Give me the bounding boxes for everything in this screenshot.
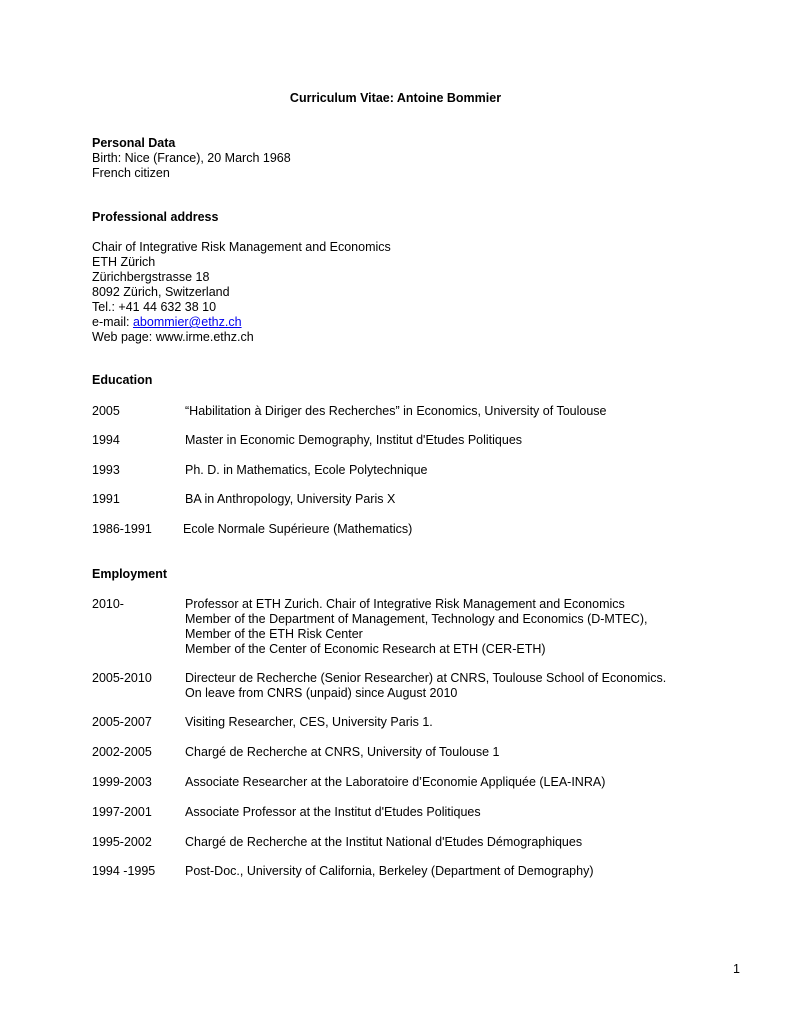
address-line: Zürichbergstrasse 18 bbox=[92, 270, 210, 284]
employment-line: Chargé de Recherche at the Institut National d'Etudes Démographiques bbox=[185, 835, 583, 849]
employment-line: Member of the Department of Management, Technology and Economics (D-MTEC), bbox=[185, 612, 648, 626]
birth-line: Birth: Nice (France), 20 March 1968 bbox=[92, 151, 291, 165]
education-text: BA in Anthropology, University Paris X bbox=[185, 492, 396, 506]
email-line bbox=[92, 315, 391, 330]
employment-year: 1999-2003 bbox=[92, 775, 152, 789]
education-year: 1986-1991 bbox=[92, 522, 152, 536]
employment-line: Member of the Center of Economic Research at ETH (CER-ETH) bbox=[185, 642, 546, 656]
employment-line: Associate Professor at the Institut d'Etudes Politiques bbox=[185, 805, 481, 819]
employment-year: 1995-2002 bbox=[92, 835, 152, 849]
employment-year: 2002-2005 bbox=[92, 745, 152, 759]
employment-line: Associate Researcher at the Laboratoire d’Economie Appliquée (LEA-INRA) bbox=[185, 775, 606, 789]
education-text: Ph. D. in Mathematics, Ecole Polytechnique bbox=[185, 463, 428, 477]
phone-line: Tel.: +41 44 632 38 10 bbox=[92, 300, 217, 314]
education-text: Master in Economic Demography, Institut d'Etudes Politiques bbox=[185, 433, 523, 447]
employment-line: Chargé de Recherche at CNRS, University of Toulouse 1 bbox=[185, 745, 500, 759]
education-year: 1993 bbox=[92, 463, 120, 477]
education-text: “Habilitation à Diriger des Recherches” in Economics, University of Toulouse bbox=[185, 404, 607, 418]
employment-line: Visiting Researcher, CES, University Paris 1. bbox=[185, 715, 433, 729]
employment-line: Professor at ETH Zurich. Chair of Integrative Risk Management and Economics bbox=[185, 597, 625, 611]
employment-heading: Employment bbox=[92, 567, 168, 581]
employment-line: On leave from CNRS (unpaid) since August 2010 bbox=[185, 686, 458, 700]
address-line: ETH Zürich bbox=[92, 255, 156, 269]
address-heading-text: Professional address bbox=[92, 210, 219, 224]
education-year: 1994 bbox=[92, 433, 120, 447]
address-line: Chair of Integrative Risk Management and Economics bbox=[92, 240, 391, 254]
email-link[interactable]: abommier@ethz.ch bbox=[132, 315, 242, 329]
employment-line: Post-Doc., University of California, Berkeley (Department of Demography) bbox=[185, 864, 594, 878]
email-label: e-mail: bbox=[92, 315, 133, 329]
education-heading: Education bbox=[92, 373, 153, 387]
employment-year: 1997-2001 bbox=[92, 805, 152, 819]
employment-year: 2010- bbox=[92, 597, 124, 611]
education-year: 2005 bbox=[92, 404, 120, 418]
education-year: 1991 bbox=[92, 492, 120, 506]
employment-line: Member of the ETH Risk Center bbox=[185, 627, 363, 641]
web-page-line: Web page: www.irme.ethz.ch bbox=[92, 330, 254, 344]
employment-year: 2005-2010 bbox=[92, 671, 152, 685]
address-block bbox=[92, 240, 391, 345]
employment-year: 1994 -1995 bbox=[92, 864, 156, 878]
personal-data-heading: Personal Data bbox=[92, 136, 176, 150]
citizenship-line: French citizen bbox=[92, 166, 170, 180]
education-text: Ecole Normale Supérieure (Mathematics) bbox=[183, 522, 413, 536]
page-number: 1 bbox=[733, 962, 740, 976]
page-title: Curriculum Vitae: Antoine Bommier bbox=[289, 91, 502, 105]
employment-line: Directeur de Recherche (Senior Researcher) at CNRS, Toulouse School of Economics. bbox=[185, 671, 667, 685]
employment-year: 2005-2007 bbox=[92, 715, 152, 729]
personal-data-section bbox=[92, 136, 291, 181]
professional-address-heading bbox=[92, 210, 218, 225]
address-line: 8092 Zürich, Switzerland bbox=[92, 285, 230, 299]
